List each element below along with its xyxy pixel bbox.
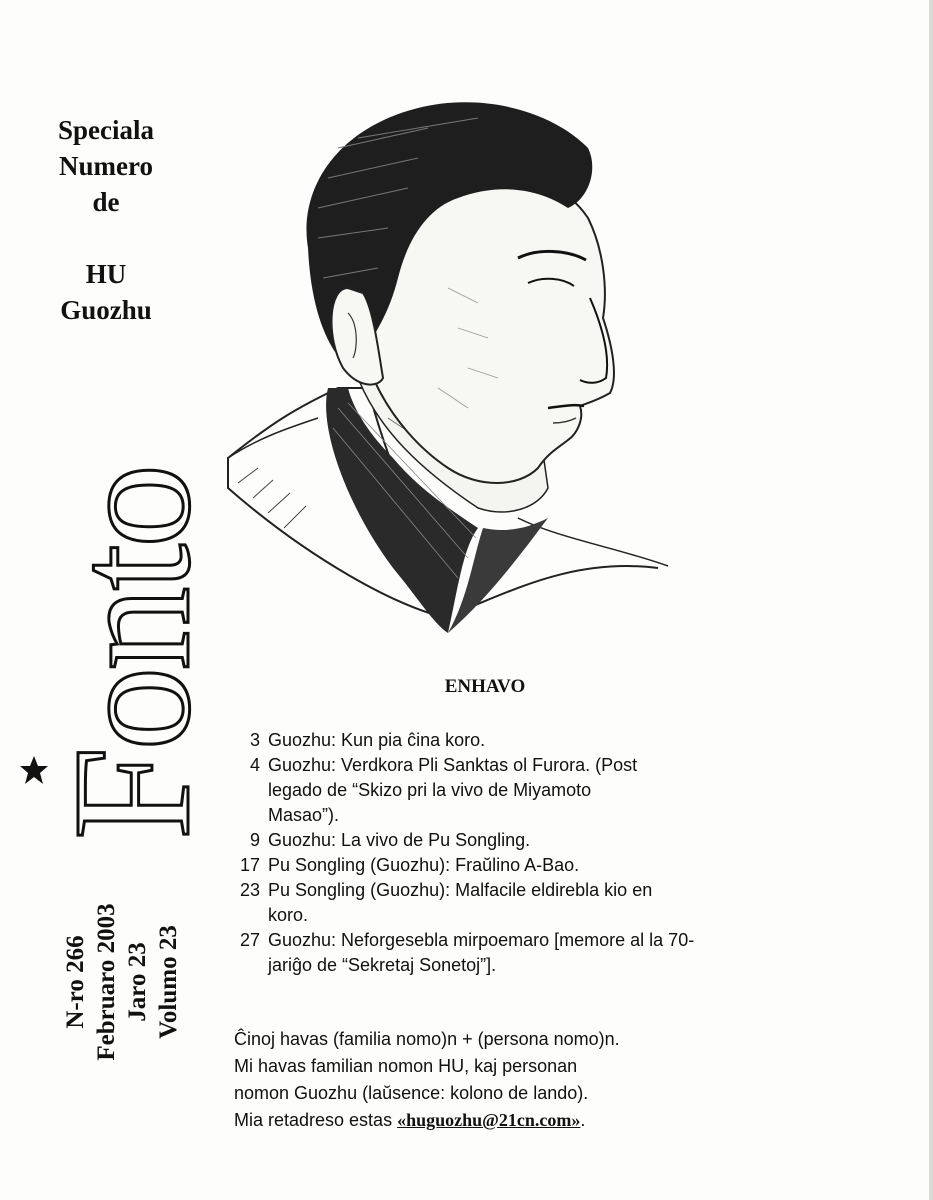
- special-line: Guozhu: [60, 295, 152, 325]
- toc-text: Guozhu: Kun pia ĉina koro.: [268, 730, 486, 750]
- toc-item: [228, 753, 728, 828]
- page-edge: [929, 0, 933, 1200]
- note-line: nomon Guozhu (laŭsence: kolono de lando).: [234, 1083, 589, 1103]
- toc-page: 17: [239, 855, 260, 875]
- issue-info: [60, 892, 184, 1072]
- note-prefix: Mia retadreso estas: [234, 1110, 398, 1130]
- issue-number: N-ro 266: [62, 935, 89, 1029]
- note-line: Mi havas familian nomon HU, kaj personan: [234, 1056, 578, 1076]
- issue-volume: Volumo 23: [155, 925, 182, 1039]
- toc-item: [228, 928, 728, 978]
- toc-page: 9: [249, 830, 260, 850]
- contents-title: ENHAVO: [444, 676, 526, 697]
- special-line: HU: [85, 259, 127, 289]
- toc-page: 27: [239, 930, 260, 950]
- table-of-contents: [228, 728, 728, 978]
- toc-text: Pu Songling (Guozhu): Malfacile eldirebla kio en koro.: [268, 880, 653, 925]
- special-issue-heading: [40, 112, 172, 328]
- special-line: Speciala: [57, 115, 154, 145]
- toc-text: Guozhu: La vivo de Pu Songling.: [268, 830, 531, 850]
- toc-item: [228, 728, 728, 753]
- toc-text: Guozhu: Neforgesebla mirpoemaro [memore al la 70-jariĝo de “Sekretaj Sonetoj”].: [268, 930, 695, 975]
- note-line: [234, 1107, 754, 1134]
- toc-page: 4: [249, 755, 260, 775]
- toc-page: 3: [249, 730, 260, 750]
- special-line: de: [92, 187, 120, 217]
- toc-page: 23: [239, 880, 260, 900]
- toc-item: [228, 853, 728, 878]
- issue-year: Jaro 23: [124, 942, 151, 1022]
- note-suffix: .: [580, 1110, 586, 1130]
- toc-item: [228, 828, 728, 853]
- toc-item: [228, 878, 728, 928]
- toc-text: Pu Songling (Guozhu): Fraŭlino A-Bao.: [268, 855, 580, 875]
- fonto-logo: [6, 370, 225, 850]
- note-line: Ĉinoj havas (familia nomo)n + (persona nomo)n.: [234, 1029, 620, 1049]
- logo-wordmark: Fonto: [39, 467, 225, 840]
- toc-text: Guozhu: Verdkora Pli Sanktas ol Furora. (Post legado de “Skizo pri la vivo de Miyamoto Masao”).: [268, 755, 638, 825]
- email-link[interactable]: «huguozhu@21cn.com»: [397, 1110, 581, 1130]
- portrait-illustration: [218, 88, 678, 648]
- special-line: Numero: [59, 151, 153, 181]
- issue-date: Februaro 2003: [93, 903, 120, 1061]
- name-note: [234, 1026, 754, 1134]
